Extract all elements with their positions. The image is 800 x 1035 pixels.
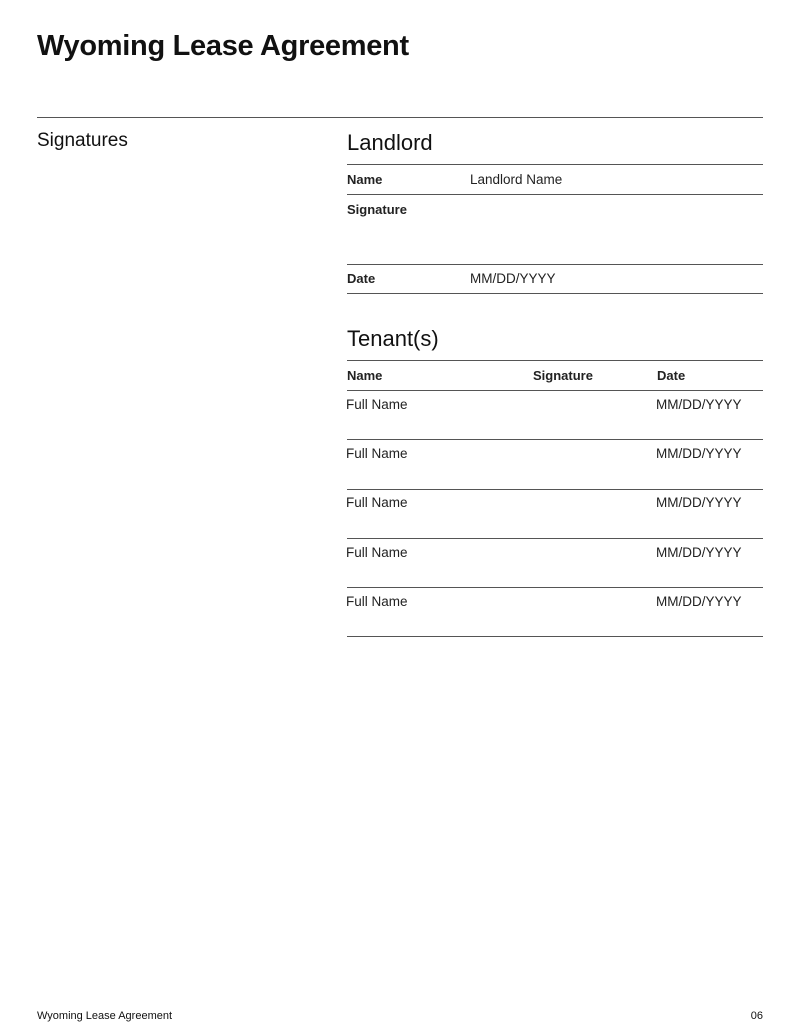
landlord-date-field[interactable]: MM/DD/YYYY (470, 271, 556, 286)
column-header-signature: Signature (533, 368, 593, 383)
divider (37, 117, 763, 118)
tenant-date-field[interactable]: MM/DD/YYYY (656, 495, 742, 510)
tenant-date-field[interactable]: MM/DD/YYYY (656, 545, 742, 560)
divider (347, 360, 763, 361)
landlord-name-label: Name (347, 172, 383, 187)
tenant-signature-field[interactable] (520, 391, 640, 431)
tenant-signature-field[interactable] (520, 588, 640, 628)
tenant-name-field[interactable]: Full Name (346, 397, 408, 412)
divider (347, 194, 763, 195)
tenant-signature-field[interactable] (520, 440, 640, 480)
page-number: 06 (750, 1010, 763, 1022)
divider (347, 164, 763, 165)
section-title: Signatures (37, 130, 128, 151)
tenant-date-field[interactable]: MM/DD/YYYY (656, 446, 742, 461)
tenant-signature-field[interactable] (520, 489, 640, 529)
tenant-name-field[interactable]: Full Name (346, 594, 408, 609)
landlord-signature-label: Signature (347, 202, 407, 217)
column-header-name: Name (347, 368, 383, 383)
landlord-date-label: Date (347, 271, 376, 286)
landlord-name-field[interactable]: Landlord Name (470, 172, 563, 187)
tenant-date-field[interactable]: MM/DD/YYYY (656, 594, 742, 609)
tenant-signature-field[interactable] (520, 539, 640, 579)
tenant-name-field[interactable]: Full Name (346, 446, 408, 461)
tenant-name-field[interactable]: Full Name (346, 495, 408, 510)
divider (347, 636, 763, 637)
divider (347, 293, 763, 294)
tenants-heading: Tenant(s) (347, 326, 439, 351)
landlord-signature-field[interactable] (470, 198, 763, 262)
column-header-date: Date (657, 368, 686, 383)
landlord-heading: Landlord (347, 130, 433, 155)
tenant-name-field[interactable]: Full Name (346, 545, 408, 560)
footer-title: Wyoming Lease Agreement (37, 1010, 173, 1022)
page-title: Wyoming Lease Agreement (37, 30, 409, 62)
tenant-date-field[interactable]: MM/DD/YYYY (656, 397, 742, 412)
divider (347, 264, 763, 265)
